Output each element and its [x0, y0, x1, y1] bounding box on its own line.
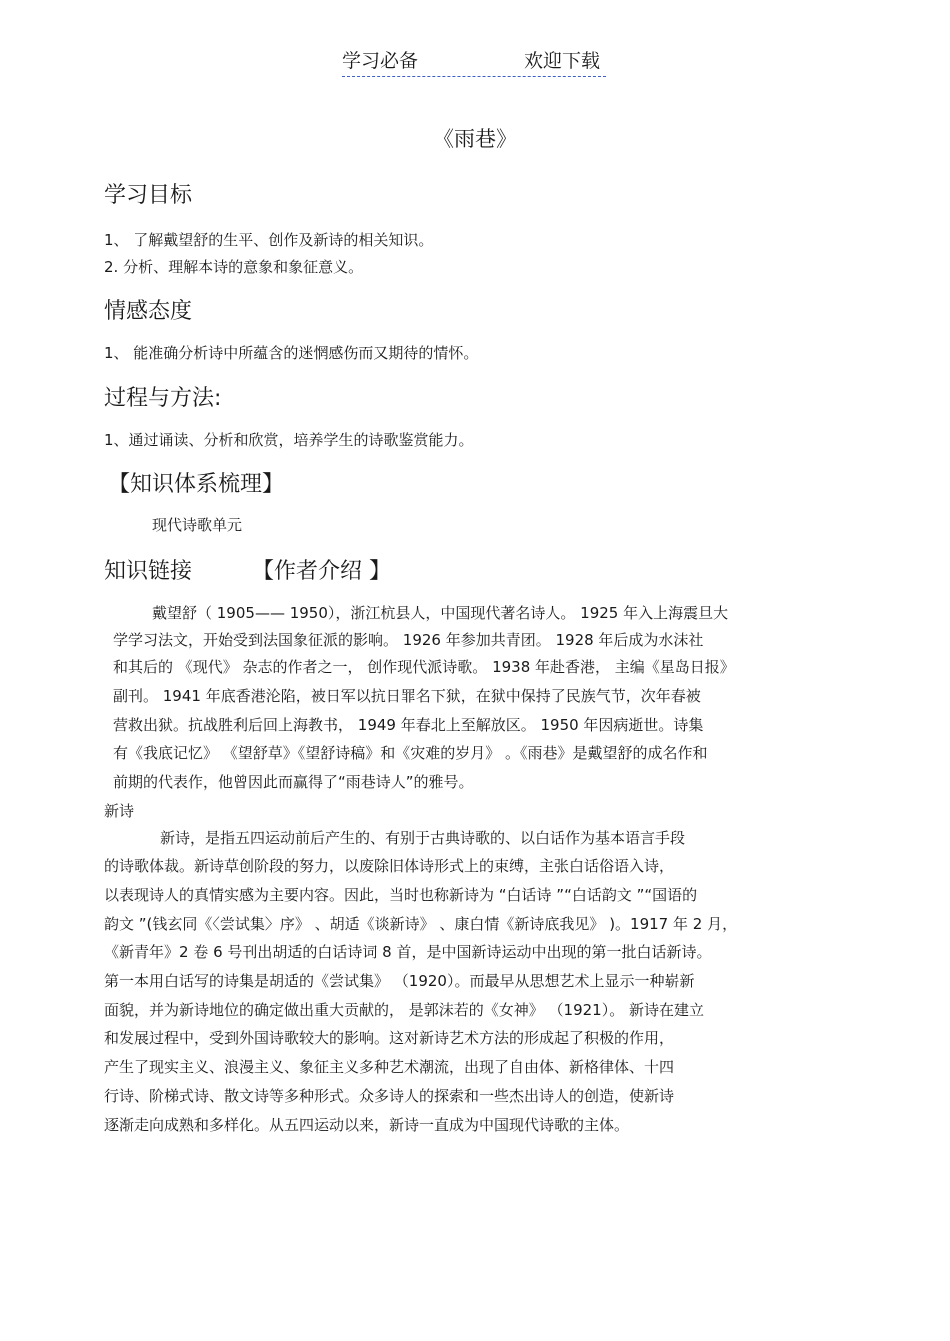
xinshi-line: 面貌，并为新诗地位的确定做出重大贡献的， 是郭沫若的《女神》 （1921）。 新诗在建立 — [104, 1001, 704, 1019]
xinshi-line: 行诗、阶梯式诗、散文诗等多种形式。众多诗人的探索和一些杰出诗人的创造，使新诗 — [104, 1087, 675, 1105]
heading-process: 过程与方法: — [104, 386, 222, 411]
process-item: 1、通过诵读、分析和欣赏，培养学生的诗歌鉴赏能力。 — [104, 431, 474, 449]
xinshi-line: 以表现诗人的真情实感为主要内容。因此，当时也称新诗为 “白话诗 ”“白话韵文 ”“国语的 — [104, 886, 698, 904]
knowledge-sub: 现代诗歌单元 — [152, 516, 243, 534]
xinshi-label: 新诗 — [104, 802, 135, 820]
goal-item: 2. 分析、理解本诗的意象和象征意义。 — [104, 258, 364, 276]
xinshi-line: 逐渐走向成熟和多样化。从五四运动以来，新诗一直成为中国现代诗歌的主体。 — [104, 1116, 630, 1134]
link-label: 知识链接 — [104, 559, 193, 584]
emotion-item: 1、 能准确分析诗中所蕴含的迷惘感伤而又期待的情怀。 — [104, 344, 479, 362]
author-line: 营救出狱。抗战胜利后回上海教书， 1949 年春北上至解放区。 1950 年因病逝世。诗集 — [113, 716, 704, 734]
author-intro-tag: 【作者介绍 】 — [252, 559, 391, 584]
xinshi-line: 第一本用白话写的诗集是胡适的《尝试集》 （1920）。而最早从思想艺术上显示一种崭新 — [104, 972, 695, 990]
author-line: 前期的代表作，他曾因此而赢得了“雨巷诗人”的雅号。 — [113, 773, 474, 791]
xinshi-line: 产生了现实主义、浪漫主义、象征主义多种艺术潮流，出现了自由体、新格律体、十四 — [104, 1058, 675, 1076]
heading-goals: 学习目标 — [104, 183, 193, 208]
xinshi-line: 的诗歌体裁。新诗草创阶段的努力，以废除旧体诗形式上的束缚，主张白话俗语入诗， — [104, 857, 675, 875]
header-left-text: 学习必备 — [342, 50, 419, 72]
author-line: 和其后的 《现代》 杂志的作者之一， 创作现代派诗歌。 1938 年赴香港， 主编《星岛日报》 — [113, 658, 735, 676]
xinshi-line: 和发展过程中，受到外国诗歌较大的影响。这对新诗艺术方法的形成起了积极的作用， — [104, 1029, 675, 1047]
heading-link — [104, 554, 504, 584]
xinshi-line: 韵文 ”(钱玄同《〈尝试集〉序》 、胡适《谈新诗》 、康白情《新诗底我见》 )。1917 年 2 月， — [104, 915, 738, 933]
header-right-text: 欢迎下载 — [523, 50, 600, 72]
document-title: 《雨巷》 — [433, 127, 517, 151]
author-line: 学学习法文，开始受到法国象征派的影响。 1926 年参加共青团。 1928 年后成为水沫社 — [113, 631, 704, 649]
xinshi-line: 《新青年》2 卷 6 号刊出胡适的白话诗词 8 首，是中国新诗运动中出现的第一批白话新诗。 — [104, 943, 712, 961]
goal-item: 1、 了解戴望舒的生平、创作及新诗的相关知识。 — [104, 231, 434, 249]
author-line: 副刊。 1941 年底香港沦陷，被日军以抗日罪名下狱，在狱中保持了民族气节，次年春被 — [113, 687, 701, 705]
author-line: 戴望舒（ 1905—— 1950），浙江杭县人，中国现代著名诗人。 1925 年入上海震旦大 — [152, 604, 729, 622]
heading-knowledge: 【知识体系梳理】 — [108, 472, 285, 497]
page-header — [342, 46, 606, 77]
heading-emotion: 情感态度 — [104, 299, 193, 324]
xinshi-line: 新诗，是指五四运动前后产生的、有别于古典诗歌的、以白话作为基本语言手段 — [160, 829, 686, 847]
author-line: 有《我底记忆》 《望舒草》《望舒诗稿》和《灾难的岁月》 。《雨巷》是戴望舒的成名作和 — [113, 744, 708, 762]
